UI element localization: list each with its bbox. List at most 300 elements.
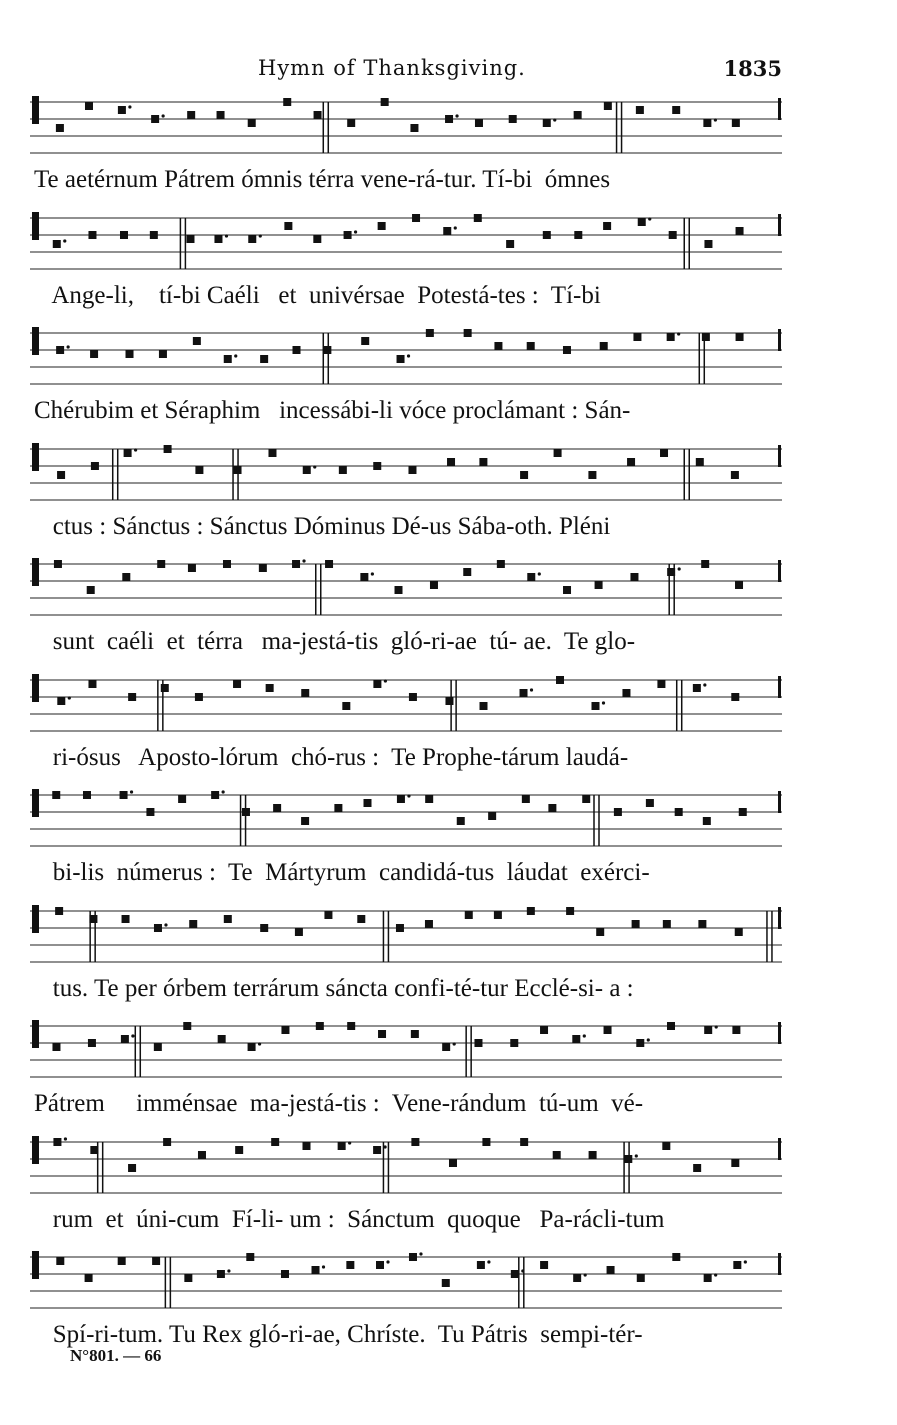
neume-note (397, 355, 405, 363)
neume-note (449, 1159, 457, 1167)
neume-note (736, 227, 744, 235)
neume-note (667, 333, 675, 341)
neume-note (128, 1164, 136, 1172)
neume-note (731, 693, 739, 701)
custos-icon (778, 214, 781, 236)
mora-dot (348, 1141, 351, 1144)
clef-icon (32, 443, 39, 471)
neume-note (457, 817, 465, 825)
mora-dot (647, 1038, 650, 1041)
neume-note (543, 119, 551, 127)
lyric-line: rum et úni-cum Fí-li- um : Sánctum quoque Pa-rácli-tum (34, 1205, 665, 1233)
chant-staff (30, 785, 782, 847)
neume-note (248, 119, 256, 127)
neume-note (464, 329, 472, 337)
neume-note (703, 817, 711, 825)
neume-note (378, 1030, 386, 1038)
neume-note (198, 1151, 206, 1159)
lyric-line: Chérubim et Séraphim incessábi-li vóce proclámant : Sán- (34, 397, 631, 424)
neume-note (732, 1026, 740, 1034)
neume-note (357, 915, 365, 923)
mora-dot (678, 567, 681, 570)
neume-note (520, 1138, 528, 1146)
neume-note (303, 466, 311, 474)
neume-note (268, 449, 276, 457)
neume-note (346, 1261, 354, 1269)
neume-note (302, 1142, 310, 1150)
mora-dot (584, 1273, 587, 1276)
neume-note (85, 102, 93, 110)
chant-staff (30, 901, 782, 963)
neume-note (151, 115, 159, 123)
neume-note (506, 240, 514, 248)
neume-note (313, 235, 321, 243)
lyric-line: ri-ósus Aposto-lórum chó-rus : Te Prophe-tárum laudá- (34, 743, 629, 771)
neume-note (627, 458, 635, 466)
chant-staff (30, 323, 782, 385)
neume-note (161, 684, 169, 692)
neume-note (600, 342, 608, 350)
mora-dot (648, 217, 651, 220)
neume-note (409, 1253, 417, 1261)
neume-note (57, 471, 65, 479)
neume-note (410, 124, 418, 132)
mora-dot (553, 118, 556, 121)
neume-note (563, 586, 571, 594)
mora-dot (454, 226, 457, 229)
neume-note (281, 1270, 289, 1278)
mora-dot (714, 1273, 717, 1276)
neume-note (479, 458, 487, 466)
neume-note (510, 1039, 518, 1047)
neume-note (411, 1030, 419, 1038)
neume-note (342, 702, 350, 710)
neume-note (87, 586, 95, 594)
mora-dot (259, 234, 262, 237)
neume-note (126, 350, 134, 358)
neume-note (184, 1274, 192, 1282)
neume-note (91, 462, 99, 470)
neume-note (186, 235, 194, 243)
mora-dot (68, 696, 71, 699)
neume-note (266, 684, 274, 692)
neume-note (636, 1039, 644, 1047)
neume-note (554, 449, 562, 457)
neume-note (731, 471, 739, 479)
neume-note (482, 1138, 490, 1146)
custos-icon (778, 791, 781, 813)
neume-note (152, 1257, 160, 1265)
neume-note (426, 329, 434, 337)
neume-note (314, 111, 322, 119)
neume-note (604, 102, 612, 110)
neume-note (408, 466, 416, 474)
neume-note (381, 98, 389, 106)
neume-note (595, 581, 603, 589)
mora-dot (677, 332, 680, 335)
neume-note (121, 1035, 129, 1043)
neume-note (582, 795, 590, 803)
neume-note (704, 1274, 712, 1282)
neume-note (477, 1261, 485, 1269)
mora-dot (715, 1025, 718, 1028)
custos-icon (778, 560, 781, 582)
mora-dot (384, 1145, 387, 1148)
mora-dot (583, 1034, 586, 1037)
mora-dot (225, 234, 228, 237)
mora-dot (131, 1034, 134, 1037)
neume-note (189, 920, 197, 928)
mora-dot (222, 790, 225, 793)
mora-dot (530, 688, 533, 691)
mora-dot (455, 114, 458, 117)
neume-note (56, 1257, 64, 1265)
neume-note (672, 1253, 680, 1261)
mora-dot (407, 354, 410, 357)
neume-note (637, 1274, 645, 1282)
neume-note (494, 911, 502, 919)
neume-note (739, 808, 747, 816)
neume-note (553, 1151, 561, 1159)
neume-note (522, 795, 530, 803)
neume-note (701, 560, 709, 568)
neume-note (183, 1022, 191, 1030)
neume-note (217, 111, 225, 119)
neume-note (55, 907, 63, 915)
neume-note (295, 928, 303, 936)
mora-dot (134, 448, 137, 451)
neume-note (323, 346, 331, 354)
neume-note (301, 817, 309, 825)
neume-note (195, 466, 203, 474)
neume-note (596, 928, 604, 936)
lyric-line: Spí-ri-tum. Tu Rex gló-ri-ae, Chríste. Tu Pátris sempi-tér- (34, 1321, 643, 1348)
lyric-line: Pátrem imménsae ma-jestá-tis : Vene-rándum tú-um vé- (34, 1090, 644, 1117)
neume-note (607, 1266, 615, 1274)
mora-dot (128, 105, 131, 108)
neume-note (90, 1146, 98, 1154)
mora-dot (64, 1137, 67, 1140)
neume-note (475, 119, 483, 127)
neume-note (178, 795, 186, 803)
neume-note (146, 808, 154, 816)
neume-note (376, 1261, 384, 1269)
custos-icon (778, 1022, 781, 1044)
mora-dot (703, 683, 706, 686)
chant-staff (30, 208, 782, 270)
neume-note (497, 560, 505, 568)
neume-note (56, 124, 64, 132)
neume-note (248, 235, 256, 243)
mora-dot (602, 701, 605, 704)
neume-note (465, 911, 473, 919)
chant-staff (30, 1132, 782, 1194)
neume-note (669, 231, 677, 239)
neume-note (566, 907, 574, 915)
neume-note (660, 449, 668, 457)
lyric-line: Te aetérnum Pátrem ómnis térra vene-rá-tur. Tí-bi ómnes (34, 166, 611, 193)
custos-icon (778, 98, 781, 120)
neume-note (259, 564, 267, 572)
neume-note (293, 346, 301, 354)
neume-note (591, 702, 599, 710)
neume-note (732, 119, 740, 127)
neume-note (53, 240, 61, 248)
neume-note (325, 560, 333, 568)
custos-icon (778, 329, 781, 351)
mora-dot (258, 1042, 261, 1045)
neume-note (164, 445, 172, 453)
mora-dot (130, 790, 133, 793)
neume-note (52, 1043, 60, 1051)
neume-note (702, 333, 710, 341)
neume-note (425, 795, 433, 803)
neume-note (411, 1138, 419, 1146)
mora-dot (234, 354, 237, 357)
neume-note (667, 1022, 675, 1030)
neume-note (520, 471, 528, 479)
neume-note (373, 680, 381, 688)
neume-note (234, 466, 242, 474)
neume-note (88, 1039, 96, 1047)
lyric-line: Ange-li, tí-bi Caéli et univérsae Potestá-tes : Tí-bi (34, 281, 601, 309)
neume-note (122, 573, 130, 581)
neume-note (273, 804, 281, 812)
neume-note (260, 924, 268, 932)
mora-dot (313, 465, 316, 468)
lyric-line: sunt caéli et térra ma-jestá-tis gló-ri-ae tú- ae. Te glo- (34, 628, 636, 655)
neume-note (573, 1274, 581, 1282)
neume-note (636, 106, 644, 114)
clef-icon (32, 327, 39, 355)
neume-note (603, 222, 611, 230)
neume-note (614, 808, 622, 816)
neume-note (604, 1026, 612, 1034)
neume-note (703, 119, 711, 127)
neume-note (630, 573, 638, 581)
mora-dot (162, 114, 165, 117)
neume-note (397, 795, 405, 803)
neume-note (733, 1261, 741, 1269)
neume-note (622, 689, 630, 697)
chant-staff (30, 1247, 782, 1309)
clef-icon (32, 789, 39, 817)
custos-icon (778, 1138, 781, 1160)
neume-note (347, 119, 355, 127)
neume-note (395, 586, 403, 594)
clef-icon (32, 1251, 39, 1279)
mora-dot (521, 1269, 524, 1272)
neume-note (85, 1274, 93, 1282)
neume-note (271, 1138, 279, 1146)
neume-note (527, 573, 535, 581)
clef-icon (32, 96, 39, 124)
mora-dot (371, 572, 374, 575)
neume-note (474, 214, 482, 222)
custos-icon (778, 1253, 781, 1275)
neume-note (312, 1266, 320, 1274)
neume-note (442, 1043, 450, 1051)
neume-note (480, 702, 488, 710)
neume-note (563, 346, 571, 354)
neume-note (242, 808, 250, 816)
neume-note (90, 350, 98, 358)
neume-note (698, 920, 706, 928)
neume-note (447, 458, 455, 466)
neume-note (425, 920, 433, 928)
mora-dot (419, 1252, 422, 1255)
neume-note (163, 1138, 171, 1146)
mora-dot (407, 794, 410, 797)
neume-note (52, 791, 60, 799)
mora-dot (227, 1269, 230, 1272)
clef-icon (32, 1020, 39, 1048)
neume-note (159, 350, 167, 358)
clef-icon (32, 558, 39, 586)
neume-note (632, 920, 640, 928)
neume-note (704, 1026, 712, 1034)
neume-note (520, 689, 528, 697)
neume-note (124, 449, 132, 457)
neume-note (120, 791, 128, 799)
mora-dot (714, 118, 717, 121)
custos-icon (778, 445, 781, 467)
neume-note (445, 115, 453, 123)
neume-note (361, 337, 369, 345)
hymn-title: Hymn of Thanksgiving. (258, 56, 526, 80)
neume-note (154, 1043, 162, 1051)
neume-note (188, 564, 196, 572)
mora-dot (453, 1042, 456, 1045)
neume-note (646, 799, 654, 807)
neume-note (360, 573, 368, 581)
neume-note (83, 791, 91, 799)
chant-staff (30, 554, 782, 616)
neume-note (224, 915, 232, 923)
neume-note (704, 240, 712, 248)
custos-icon (778, 676, 781, 698)
neume-note (292, 560, 300, 568)
mora-dot (164, 923, 167, 926)
page-header (30, 56, 782, 86)
neume-note (339, 466, 347, 474)
neume-note (218, 1035, 226, 1043)
neume-note (217, 1270, 225, 1278)
neume-note (338, 1142, 346, 1150)
neume-note (624, 1155, 632, 1163)
neume-note (347, 1022, 355, 1030)
mora-dot (67, 345, 70, 348)
clef-icon (32, 212, 39, 240)
lyric-line: tus. Te per órbem terrárum sáncta confi-té-tur Ecclé-si- a : (34, 974, 634, 1002)
neume-note (120, 231, 128, 239)
neume-note (154, 924, 162, 932)
mora-dot (322, 1265, 325, 1268)
neume-note (301, 689, 309, 697)
neume-note (56, 346, 64, 354)
neume-note (527, 342, 535, 350)
mora-dot (744, 1260, 747, 1263)
neume-note (589, 1151, 597, 1159)
neume-note (88, 231, 96, 239)
neume-note (543, 231, 551, 239)
neume-note (693, 1164, 701, 1172)
neume-note (195, 693, 203, 701)
neume-note (373, 462, 381, 470)
neume-note (657, 680, 665, 688)
neume-note (157, 560, 165, 568)
neume-note (574, 231, 582, 239)
neume-note (396, 924, 404, 932)
lyric-line: bi-lis númerus : Te Mártyrum candidá-tus láudat exérci- (34, 859, 650, 886)
neume-note (378, 222, 386, 230)
neume-note (693, 684, 701, 692)
mora-dot (354, 230, 357, 233)
neume-note (509, 115, 517, 123)
neume-note (316, 1022, 324, 1030)
clef-icon (32, 1136, 39, 1164)
neume-note (260, 355, 268, 363)
neume-note (57, 697, 65, 705)
neume-note (214, 235, 222, 243)
neume-note (540, 1261, 548, 1269)
neume-note (488, 812, 496, 820)
neume-note (667, 568, 675, 576)
neume-note (736, 333, 744, 341)
catalog-number: N°801. — 66 (70, 1346, 162, 1365)
neume-note (430, 581, 438, 589)
neume-note (187, 111, 195, 119)
neume-note (672, 106, 680, 114)
lyric-line: ctus : Sánctus : Sánctus Dóminus Dé-us Sába-oth. Pléni (34, 512, 611, 540)
mora-dot (384, 679, 387, 682)
neume-note (494, 342, 502, 350)
mora-dot (538, 572, 541, 575)
mora-dot (386, 1260, 389, 1263)
neume-note (662, 1142, 670, 1150)
mora-dot (487, 1260, 490, 1263)
neume-note (588, 471, 596, 479)
neume-note (373, 1146, 381, 1154)
neume-note (409, 693, 417, 701)
clef-icon (32, 905, 39, 933)
chant-staff (30, 92, 782, 154)
neume-note (89, 915, 97, 923)
neume-note (548, 804, 556, 812)
neume-note (281, 1026, 289, 1034)
neume-note (556, 676, 564, 684)
neume-note (633, 333, 641, 341)
neume-note (638, 218, 646, 226)
chant-staff (30, 670, 782, 732)
neume-note (363, 799, 371, 807)
neume-note (527, 907, 535, 915)
neume-note (324, 911, 332, 919)
neume-note (118, 1257, 126, 1265)
neume-note (735, 581, 743, 589)
neume-note (443, 227, 451, 235)
neume-note (334, 804, 342, 812)
neume-note (283, 98, 291, 106)
neume-note (223, 560, 231, 568)
neume-note (696, 458, 704, 466)
neume-note (675, 808, 683, 816)
page-number: 1835 (723, 56, 782, 81)
neume-note (211, 791, 219, 799)
clef-icon (32, 674, 39, 702)
neume-note (118, 106, 126, 114)
neume-note (474, 1039, 482, 1047)
